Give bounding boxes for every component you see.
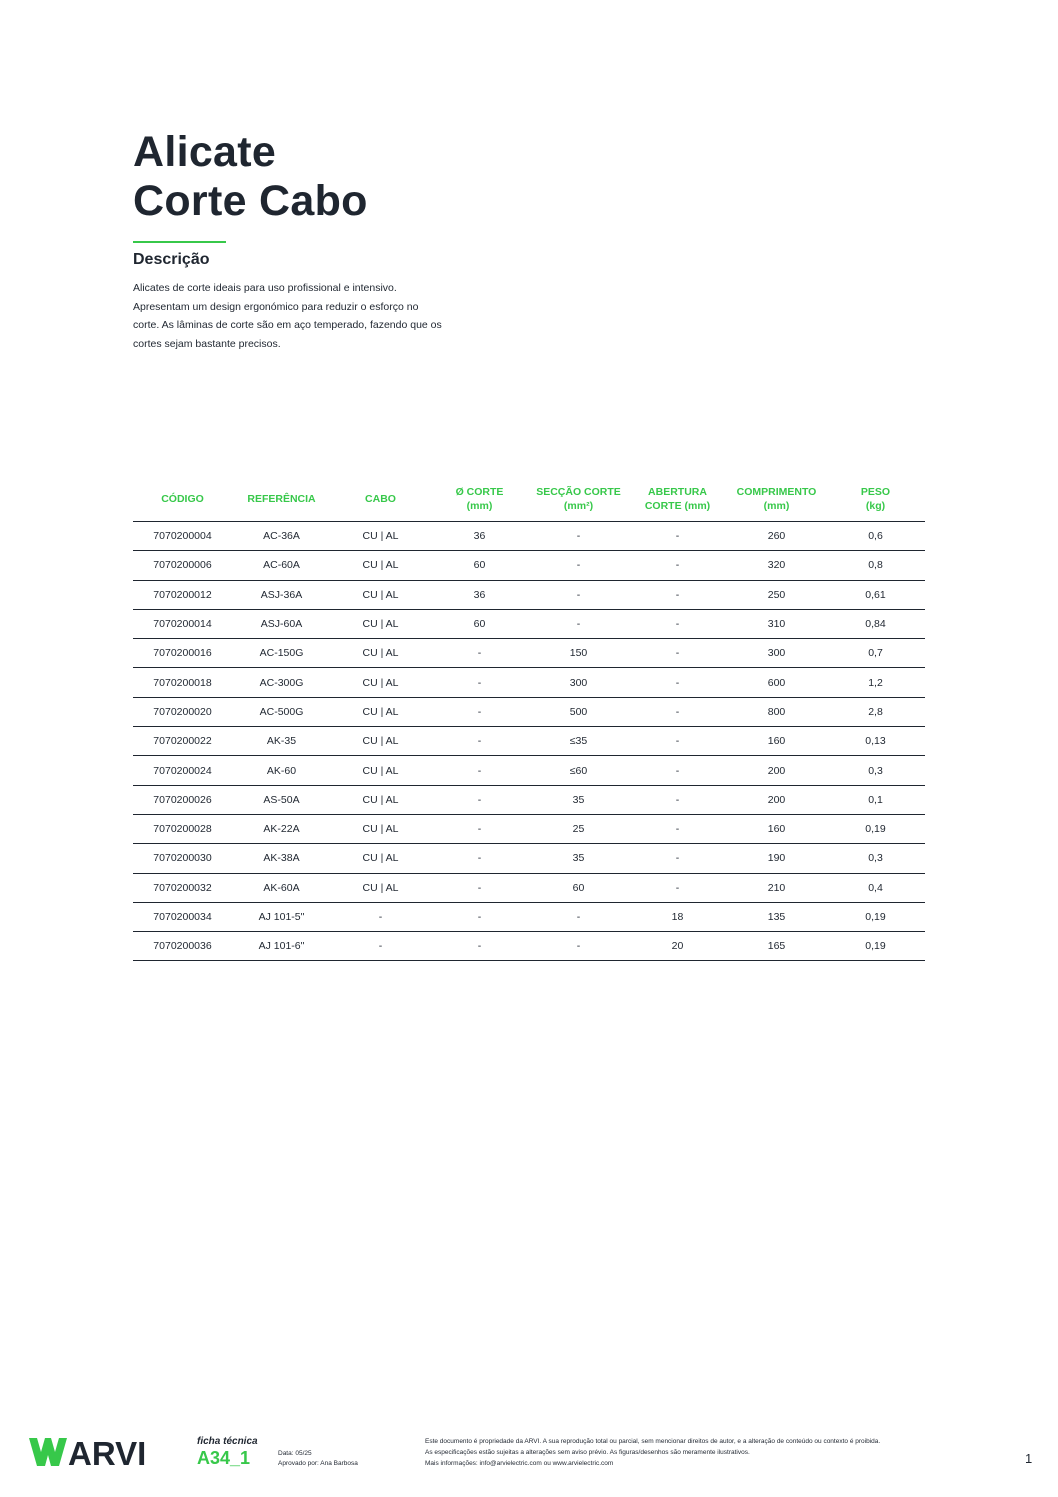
table-cell: 7070200006: [133, 551, 232, 580]
table-cell: 200: [727, 756, 826, 785]
page-title: [133, 128, 368, 226]
table-cell: -: [430, 697, 529, 726]
table-cell: AK-22A: [232, 814, 331, 843]
table-cell: 7070200030: [133, 844, 232, 873]
table-cell: CU | AL: [331, 814, 430, 843]
table-cell: 0,1: [826, 785, 925, 814]
table-cell: AC-500G: [232, 697, 331, 726]
table-row: [133, 785, 925, 814]
table-cell: 160: [727, 727, 826, 756]
table-cell: CU | AL: [331, 697, 430, 726]
arvi-w-logo-icon: [29, 1438, 67, 1466]
table-cell: 600: [727, 668, 826, 697]
table-row: [133, 873, 925, 902]
table-cell: 20: [628, 932, 727, 961]
table-cell: 165: [727, 932, 826, 961]
table-cell: 0,8: [826, 551, 925, 580]
table-cell: 18: [628, 902, 727, 931]
description-text: Alicates de corte ideais para uso profissional e intensivo. Apresentam um design ergonómico para reduzir o esforço no corte. As lâminas de corte são em aço temperado, fazendo que os cortes sejam bastante precisos.: [133, 282, 442, 350]
column-header-line1: CABO: [365, 492, 396, 505]
table-cell: -: [628, 697, 727, 726]
table-cell: 35: [529, 844, 628, 873]
section-heading: Descrição: [133, 251, 210, 268]
table-cell: AK-60A: [232, 873, 331, 902]
table-cell: 0,19: [826, 932, 925, 961]
column-header-line1: REFERÊNCIA: [247, 492, 316, 505]
table-cell: -: [628, 522, 727, 551]
table-cell: -: [430, 873, 529, 902]
table-row: [133, 697, 925, 726]
table-cell: 0,61: [826, 580, 925, 609]
table-cell: 7070200024: [133, 756, 232, 785]
column-header: [826, 476, 925, 522]
table-cell: 300: [727, 639, 826, 668]
column-header-line1: SECÇÃO CORTE: [536, 485, 621, 498]
table-cell: 60: [430, 609, 529, 638]
table-cell: -: [430, 814, 529, 843]
legal-line-3: Mais informações: info@arvielectric.com ou www.arvielectric.com: [425, 1460, 614, 1467]
table-cell: -: [628, 814, 727, 843]
table-cell: -: [430, 902, 529, 931]
table-cell: 36: [430, 522, 529, 551]
title-line-2: Corte Cabo: [133, 177, 368, 225]
table-cell: ASJ-60A: [232, 609, 331, 638]
table-row: [133, 609, 925, 638]
table-cell: 160: [727, 814, 826, 843]
table-cell: 210: [727, 873, 826, 902]
column-header-line2: (mm): [466, 499, 493, 512]
table-cell: 7070200036: [133, 932, 232, 961]
column-header-line1: Ø CORTE: [455, 485, 504, 498]
table-cell: -: [430, 727, 529, 756]
table-cell: 35: [529, 785, 628, 814]
column-header-line2: (mm): [763, 499, 790, 512]
table-cell: 7070200016: [133, 639, 232, 668]
table-cell: -: [430, 785, 529, 814]
table-row: [133, 580, 925, 609]
ficha-code: A34_1: [197, 1448, 251, 1468]
table-cell: -: [430, 756, 529, 785]
table-cell: AJ 101-6": [232, 932, 331, 961]
table-cell: 25: [529, 814, 628, 843]
table-cell: AS-50A: [232, 785, 331, 814]
table-cell: AJ 101-5": [232, 902, 331, 931]
table-cell: -: [529, 580, 628, 609]
column-header-line2: CORTE (mm): [644, 499, 711, 512]
table-cell: -: [430, 668, 529, 697]
table-cell: -: [628, 756, 727, 785]
table-cell: CU | AL: [331, 873, 430, 902]
table-cell: 0,6: [826, 522, 925, 551]
table-cell: -: [331, 902, 430, 931]
table-cell: 0,19: [826, 902, 925, 931]
table-cell: AC-150G: [232, 639, 331, 668]
table-cell: 60: [529, 873, 628, 902]
legal-line-2: As especificações estão sujeitas a alterações sem aviso prévio. As figuras/desenhos são meramente ilustrativos.: [425, 1449, 750, 1456]
table-cell: 1,2: [826, 668, 925, 697]
accent-divider: [133, 241, 226, 243]
table-cell: ≤35: [529, 727, 628, 756]
table-cell: CU | AL: [331, 785, 430, 814]
column-header: [133, 476, 232, 522]
legal-line-1: Este documento é propriedade da ARVI. A sua reprodução total ou parcial, sem mencionar direitos de autor, e a alteração de conteúdo ou contexto é proibida.: [425, 1438, 881, 1445]
table-cell: 0,3: [826, 756, 925, 785]
table-cell: -: [430, 932, 529, 961]
table-cell: -: [628, 639, 727, 668]
table-body: [133, 522, 925, 961]
table-row: [133, 522, 925, 551]
table-cell: 36: [430, 580, 529, 609]
column-header-line1: ABERTURA: [648, 485, 707, 498]
table-cell: 7070200022: [133, 727, 232, 756]
arvi-logo-text: ARVI: [68, 1437, 147, 1467]
table-cell: -: [628, 844, 727, 873]
column-header-line2: (kg): [865, 499, 886, 512]
table-row: [133, 756, 925, 785]
table-cell: 150: [529, 639, 628, 668]
table-row: [133, 668, 925, 697]
table-cell: 250: [727, 580, 826, 609]
table-row: [133, 814, 925, 843]
table-cell: -: [430, 844, 529, 873]
table-row: [133, 844, 925, 873]
footer-date: Data: 05/25: [278, 1450, 312, 1457]
table-cell: CU | AL: [331, 551, 430, 580]
table-cell: 7070200012: [133, 580, 232, 609]
title-line-1: Alicate: [133, 128, 277, 176]
column-header: [232, 476, 331, 522]
table-header-row: [133, 476, 925, 522]
table-cell: -: [628, 727, 727, 756]
table-row: [133, 551, 925, 580]
table-cell: CU | AL: [331, 668, 430, 697]
table-cell: 800: [727, 697, 826, 726]
specs-table: [133, 476, 925, 961]
footer-approved-by: Aprovado por: Ana Barbosa: [278, 1460, 358, 1467]
table-cell: AC-60A: [232, 551, 331, 580]
table-cell: -: [628, 873, 727, 902]
column-header: [331, 476, 430, 522]
table-cell: ≤60: [529, 756, 628, 785]
table-row: [133, 727, 925, 756]
table-cell: 7070200026: [133, 785, 232, 814]
table-cell: 7070200032: [133, 873, 232, 902]
table-cell: 7070200018: [133, 668, 232, 697]
table-cell: 2,8: [826, 697, 925, 726]
footer-meta: [278, 1449, 358, 1469]
table-cell: -: [529, 902, 628, 931]
table-cell: AK-60: [232, 756, 331, 785]
table-cell: AK-38A: [232, 844, 331, 873]
table-cell: -: [331, 932, 430, 961]
table-cell: 310: [727, 609, 826, 638]
table-cell: 7070200020: [133, 697, 232, 726]
table-cell: 190: [727, 844, 826, 873]
table-cell: 60: [430, 551, 529, 580]
table-cell: 7070200014: [133, 609, 232, 638]
column-header: [727, 476, 826, 522]
ficha-label: ficha técnica: [197, 1436, 258, 1447]
table-cell: 300: [529, 668, 628, 697]
table-cell: 0,4: [826, 873, 925, 902]
table-cell: 0,84: [826, 609, 925, 638]
table-cell: CU | AL: [331, 609, 430, 638]
table-cell: 0,3: [826, 844, 925, 873]
table-row: [133, 639, 925, 668]
table-cell: -: [628, 668, 727, 697]
table-cell: 0,7: [826, 639, 925, 668]
table-cell: AC-300G: [232, 668, 331, 697]
table-cell: -: [529, 551, 628, 580]
table-row: [133, 902, 925, 931]
table-row: [133, 932, 925, 961]
table-cell: -: [628, 580, 727, 609]
table-cell: -: [628, 551, 727, 580]
column-header-line1: COMPRIMENTO: [736, 485, 817, 498]
table-cell: 200: [727, 785, 826, 814]
table-cell: -: [529, 522, 628, 551]
column-header-line1: PESO: [860, 485, 891, 498]
footer-legal: [425, 1436, 1005, 1469]
column-header-line2: (mm²): [563, 499, 594, 512]
arvi-logo: [29, 1437, 173, 1467]
table-cell: -: [628, 785, 727, 814]
table-cell: 320: [727, 551, 826, 580]
table-cell: 500: [529, 697, 628, 726]
page-number: 1: [1025, 1451, 1033, 1466]
table-cell: -: [529, 609, 628, 638]
table-cell: CU | AL: [331, 639, 430, 668]
table-cell: AK-35: [232, 727, 331, 756]
table-cell: 260: [727, 522, 826, 551]
column-header: [529, 476, 628, 522]
table-cell: -: [430, 639, 529, 668]
table-cell: 7070200028: [133, 814, 232, 843]
table-cell: 7070200034: [133, 902, 232, 931]
table-cell: 135: [727, 902, 826, 931]
table-cell: -: [628, 609, 727, 638]
table-cell: 7070200004: [133, 522, 232, 551]
table-cell: CU | AL: [331, 756, 430, 785]
table-cell: ASJ-36A: [232, 580, 331, 609]
table-cell: CU | AL: [331, 522, 430, 551]
table-cell: AC-36A: [232, 522, 331, 551]
table-cell: CU | AL: [331, 727, 430, 756]
table-cell: -: [529, 932, 628, 961]
table-cell: 0,19: [826, 814, 925, 843]
column-header-line1: CÓDIGO: [161, 492, 204, 505]
table-cell: 0,13: [826, 727, 925, 756]
column-header: [628, 476, 727, 522]
column-header: [430, 476, 529, 522]
table-cell: CU | AL: [331, 844, 430, 873]
table-cell: CU | AL: [331, 580, 430, 609]
